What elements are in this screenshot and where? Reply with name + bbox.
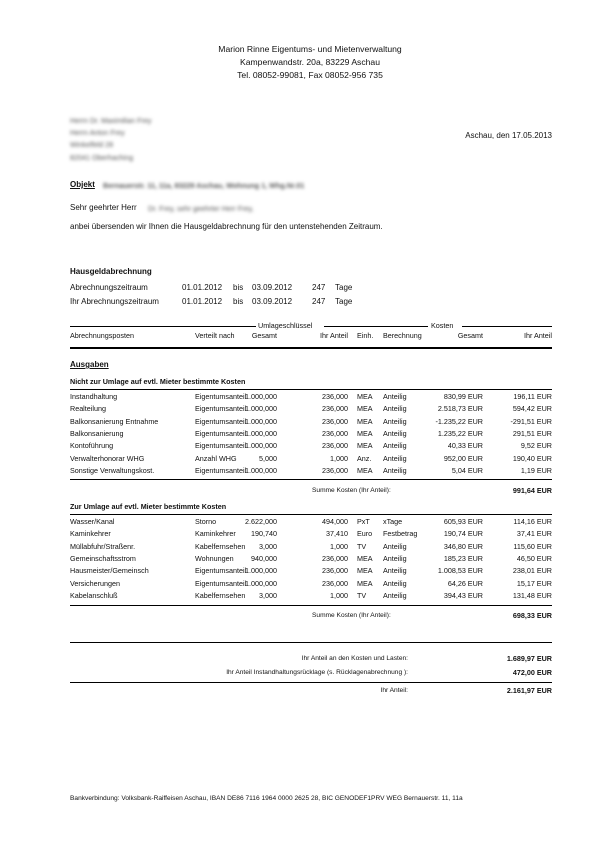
row-gesamt-kosten: 1.008,53 EUR [437, 566, 483, 576]
totals-mid-rule [70, 682, 552, 683]
row-einheit: TV [357, 590, 367, 600]
row-anteil-schluessel: 236,000 [322, 578, 348, 588]
row-verteilt: Eigentumsanteil [195, 441, 247, 451]
col-gesamt-schluessel: Gesamt [251, 331, 277, 340]
group1-top-rule [70, 389, 552, 390]
row-anteil-kosten: 131,48 EUR [512, 590, 552, 600]
row-anteil-kosten: 114,16 EUR [513, 517, 552, 526]
row-anteil-kosten: -291,51 EUR [510, 416, 552, 426]
row-anteil-kosten: 9,52 EUR [520, 441, 552, 451]
row-einheit: MEA [357, 566, 373, 576]
row-verteilt: Eigentumsanteil [195, 404, 247, 414]
row-verteilt: Eigentumsanteil [195, 416, 247, 426]
group2-sum-label: Summe Kosten (Ihr Anteil): [312, 612, 391, 619]
company-contact: Tel. 08052-99081, Fax 08052-956 735 [237, 70, 383, 80]
recipient-line-2: Herrn Anton Frey [70, 128, 125, 137]
row-gesamt-kosten: 190,74 EUR [443, 529, 483, 539]
row-verteilt: Anzahl WHG [195, 453, 237, 463]
table-row [0, 404, 595, 414]
row-gesamt-kosten: 2.518,73 EUR [437, 404, 483, 414]
row-anteil-kosten: 46,50 EUR [516, 553, 552, 563]
row-anteil-kosten: 15,17 EUR [516, 578, 552, 588]
row-anteil-kosten: 238,01 EUR [512, 566, 552, 576]
row-berechnung: Anteilig [383, 465, 407, 475]
grand-total-value: 2.161,97 EUR [506, 686, 552, 695]
row-verteilt: Storno [195, 517, 217, 526]
row-gesamt-kosten: 346,80 EUR [443, 541, 483, 551]
row-anteil-kosten: 190,40 EUR [512, 453, 552, 463]
row-posten: Balkonsanierung Entnahme [70, 416, 159, 426]
object-value: Bernauerstr. 11, 11a, 83229 Aschau, Wohnung 1, Whg.Nr.01 [103, 181, 305, 190]
your-period-bis: bis [233, 297, 244, 306]
col-einheit: Einh. [357, 331, 374, 340]
row-anteil-kosten: 1,19 EUR [520, 465, 552, 475]
period-bis: bis [233, 283, 244, 292]
intro-text: anbei übersenden wir Ihnen die Hausgeldabrechnung für den untenstehenden Zeitraum. [70, 222, 383, 231]
row-einheit: MEA [357, 465, 373, 475]
row-posten: Balkonsanierung [70, 428, 124, 438]
group-header-umlage: Umlageschlüssel [258, 321, 313, 330]
period-to: 03.09.2012 [252, 283, 293, 292]
row-verteilt: Eigentumsanteil [195, 428, 247, 438]
table-row [0, 529, 595, 539]
col-berechnung: Berechnung [383, 331, 422, 340]
your-period-from: 01.01.2012 [182, 297, 223, 306]
header-rule-right [462, 326, 552, 327]
row-anteil-schluessel: 236,000 [322, 428, 348, 438]
table-row [0, 454, 595, 464]
table-row [0, 542, 595, 552]
group1-bottom-rule [70, 479, 552, 480]
row-anteil-schluessel: 236,000 [322, 416, 348, 426]
row-gesamt-kosten: 830,99 EUR [443, 392, 483, 401]
row-gesamt-kosten: 394,43 EUR [443, 590, 483, 600]
row-berechnung: Anteilig [383, 578, 407, 588]
col-gesamt-kosten: Gesamt [457, 331, 483, 340]
row-gesamt-schluessel: 1.000,000 [245, 566, 277, 576]
grand-total-label: Ihr Anteil: [380, 687, 408, 694]
row-einheit: MEA [357, 428, 373, 438]
row-gesamt-schluessel: 1.000,000 [245, 392, 277, 401]
bank-footer: Bankverbindung: Volksbank-Raiffeisen Aschau, IBAN DE86 7116 1964 0000 2625 28, BIC GENODEF1PRV WEG Bernauerstr. 11, 11a [70, 795, 463, 802]
row-berechnung: Anteilig [383, 590, 407, 600]
recipient-line-4: 82041 Oberhaching [70, 153, 134, 162]
col-ihr-anteil-kosten: Ihr Anteil [524, 331, 552, 340]
row-anteil-schluessel: 236,000 [322, 404, 348, 414]
row-gesamt-kosten: 64,26 EUR [447, 578, 483, 588]
row-berechnung: Anteilig [383, 428, 407, 438]
row-einheit: Euro [357, 529, 373, 539]
object-label: Objekt [70, 180, 95, 189]
row-anteil-schluessel: 236,000 [322, 392, 348, 401]
recipient-line-1: Herrn Dr. Maximilian Frey [70, 116, 152, 125]
reserve-label: Ihr Anteil Instandhaltungsrücklage (s. Rücklagenabrechnung ): [226, 669, 408, 676]
row-berechnung: Anteilig [383, 441, 407, 451]
row-posten: Kaminkehrer [70, 529, 111, 539]
row-berechnung: Anteilig [383, 566, 407, 576]
group2-title: Zur Umlage auf evtl. Mieter bestimmte Kosten [70, 502, 227, 511]
letter-date: Aschau, den 17.05.2013 [465, 131, 552, 140]
period-days: 247 [312, 283, 326, 292]
row-anteil-schluessel: 236,000 [322, 465, 348, 475]
table-row [0, 579, 595, 589]
table-row [0, 429, 595, 439]
row-berechnung: xTage [383, 517, 403, 526]
section-title: Hausgeldabrechnung [70, 267, 152, 276]
row-anteil-kosten: 196,11 EUR [513, 392, 552, 401]
row-einheit: MEA [357, 392, 373, 401]
total-costs-label: Ihr Anteil an den Kosten und Lasten: [301, 655, 408, 662]
row-gesamt-schluessel: 2.622,000 [245, 517, 277, 526]
row-gesamt-kosten: 1.235,22 EUR [437, 428, 483, 438]
row-anteil-kosten: 594,42 EUR [512, 404, 552, 414]
salutation: Sehr geehrter Herr [70, 203, 137, 212]
company-address: Kampenwandstr. 20a, 83229 Aschau [240, 57, 380, 67]
table-row [0, 441, 595, 451]
col-verteilt-nach: Verteilt nach [195, 331, 235, 340]
row-gesamt-schluessel: 940,000 [251, 553, 277, 563]
ausgaben-label: Ausgaben [70, 360, 109, 369]
row-anteil-kosten: 115,60 EUR [513, 541, 552, 551]
row-posten: Instandhaltung [70, 392, 118, 401]
your-period-unit: Tage [335, 297, 353, 306]
row-posten: Kontoführung [70, 441, 114, 451]
col-abrechnungsposten: Abrechnungsposten [70, 331, 134, 340]
row-anteil-schluessel: 1,000 [330, 541, 348, 551]
row-posten: Gemeinschaftsstrom [70, 553, 136, 563]
group2-bottom-rule [70, 605, 552, 606]
row-posten: Wasser/Kanal [70, 517, 115, 526]
your-period-label: Ihr Abrechnungszeitraum [70, 297, 159, 306]
row-einheit: MEA [357, 553, 373, 563]
row-anteil-schluessel: 236,000 [322, 566, 348, 576]
table-row [0, 554, 595, 564]
row-gesamt-kosten: 185,23 EUR [443, 553, 483, 563]
row-einheit: MEA [357, 416, 373, 426]
row-gesamt-kosten: 40,33 EUR [447, 441, 483, 451]
group2-top-rule [70, 514, 552, 515]
row-einheit: MEA [357, 404, 373, 414]
row-berechnung: Festbetrag [383, 529, 418, 539]
recipient-line-3: Winkelfeld 28 [70, 140, 114, 149]
row-posten: Versicherungen [70, 578, 120, 588]
group1-title: Nicht zur Umlage auf evtl. Mieter bestimmte Kosten [70, 377, 246, 386]
row-gesamt-schluessel: 1.000,000 [245, 404, 277, 414]
row-berechnung: Anteilig [383, 541, 407, 551]
row-gesamt-schluessel: 5,000 [259, 453, 277, 463]
group1-sum-value: 991,64 EUR [512, 486, 552, 495]
row-verteilt: Eigentumsanteil [195, 566, 247, 576]
row-berechnung: Anteilig [383, 453, 407, 463]
table-row [0, 566, 595, 576]
row-verteilt: Kabelfernsehen [195, 590, 246, 600]
row-anteil-schluessel: 236,000 [322, 441, 348, 451]
row-berechnung: Anteilig [383, 392, 407, 401]
row-posten: Sonstige Verwaltungskost. [70, 465, 155, 475]
group-header-kosten: Kosten [431, 321, 454, 330]
row-posten: Müllabfuhr/Straßenr. [70, 541, 136, 551]
row-gesamt-schluessel: 3,000 [259, 590, 277, 600]
row-anteil-kosten: 37,41 EUR [516, 529, 552, 539]
row-verteilt: Eigentumsanteil [195, 578, 247, 588]
row-anteil-schluessel: 1,000 [330, 453, 348, 463]
row-einheit: TV [357, 541, 367, 551]
your-period-to: 03.09.2012 [252, 297, 293, 306]
table-row [0, 466, 595, 476]
row-gesamt-schluessel: 1.000,000 [245, 428, 277, 438]
row-berechnung: Anteilig [383, 404, 407, 414]
header-bottom-rule [70, 347, 552, 349]
row-gesamt-schluessel: 1.000,000 [245, 416, 277, 426]
column-header-row [0, 331, 595, 341]
totals-top-rule [70, 642, 552, 643]
row-gesamt-schluessel: 1.000,000 [245, 441, 277, 451]
row-gesamt-kosten: -1.235,22 EUR [435, 416, 483, 426]
row-einheit: PxT [357, 517, 370, 526]
period-label: Abrechnungszeitraum [70, 283, 148, 292]
table-row [0, 591, 595, 601]
row-posten: Hausmeister/Gemeinsch [70, 566, 149, 576]
header-rule-mid [324, 326, 428, 327]
row-gesamt-schluessel: 1.000,000 [245, 465, 277, 475]
row-verteilt: Eigentumsanteil [195, 465, 247, 475]
row-posten: Kabelanschluß [70, 590, 118, 600]
period-from: 01.01.2012 [182, 283, 223, 292]
row-anteil-schluessel: 494,000 [322, 517, 348, 526]
row-gesamt-schluessel: 3,000 [259, 541, 277, 551]
row-posten: Verwalterhonorar WHG [70, 453, 145, 463]
row-verteilt: Kabelfernsehen [195, 541, 246, 551]
reserve-value: 472,00 EUR [512, 668, 552, 677]
row-berechnung: Anteilig [383, 553, 407, 563]
row-einheit: MEA [357, 578, 373, 588]
col-ihr-anteil-schluessel: Ihr Anteil [320, 331, 348, 340]
salutation-name: Dr. Frey, sehr geehrter Herr Frey, [148, 204, 254, 213]
row-gesamt-schluessel: 190,740 [251, 529, 277, 539]
row-gesamt-kosten: 5,04 EUR [451, 465, 483, 475]
row-einheit: Anz. [357, 453, 372, 463]
row-gesamt-schluessel: 1.000,000 [245, 578, 277, 588]
period-unit: Tage [335, 283, 353, 292]
row-verteilt: Wohnungen [195, 553, 234, 563]
group2-sum-value: 698,33 EUR [512, 611, 552, 620]
header-rule-left [70, 326, 256, 327]
row-anteil-schluessel: 37,410 [326, 529, 348, 539]
row-anteil-schluessel: 1,000 [330, 590, 348, 600]
row-anteil-kosten: 291,51 EUR [512, 428, 552, 438]
row-posten: Realteilung [70, 404, 106, 414]
row-berechnung: Anteilig [383, 416, 407, 426]
row-anteil-schluessel: 236,000 [322, 553, 348, 563]
your-period-days: 247 [312, 297, 326, 306]
table-row [0, 417, 595, 427]
group1-sum-label: Summe Kosten (Ihr Anteil): [312, 487, 391, 494]
table-row [0, 517, 595, 527]
row-verteilt: Kaminkehrer [195, 529, 236, 539]
row-gesamt-kosten: 952,00 EUR [443, 453, 483, 463]
company-name: Marion Rinne Eigentums- und Mietenverwaltung [218, 44, 402, 54]
total-costs-value: 1.689,97 EUR [506, 654, 552, 663]
row-einheit: MEA [357, 441, 373, 451]
row-verteilt: Eigentumsanteil [195, 392, 247, 401]
row-gesamt-kosten: 605,93 EUR [443, 517, 483, 526]
table-row [0, 392, 595, 402]
